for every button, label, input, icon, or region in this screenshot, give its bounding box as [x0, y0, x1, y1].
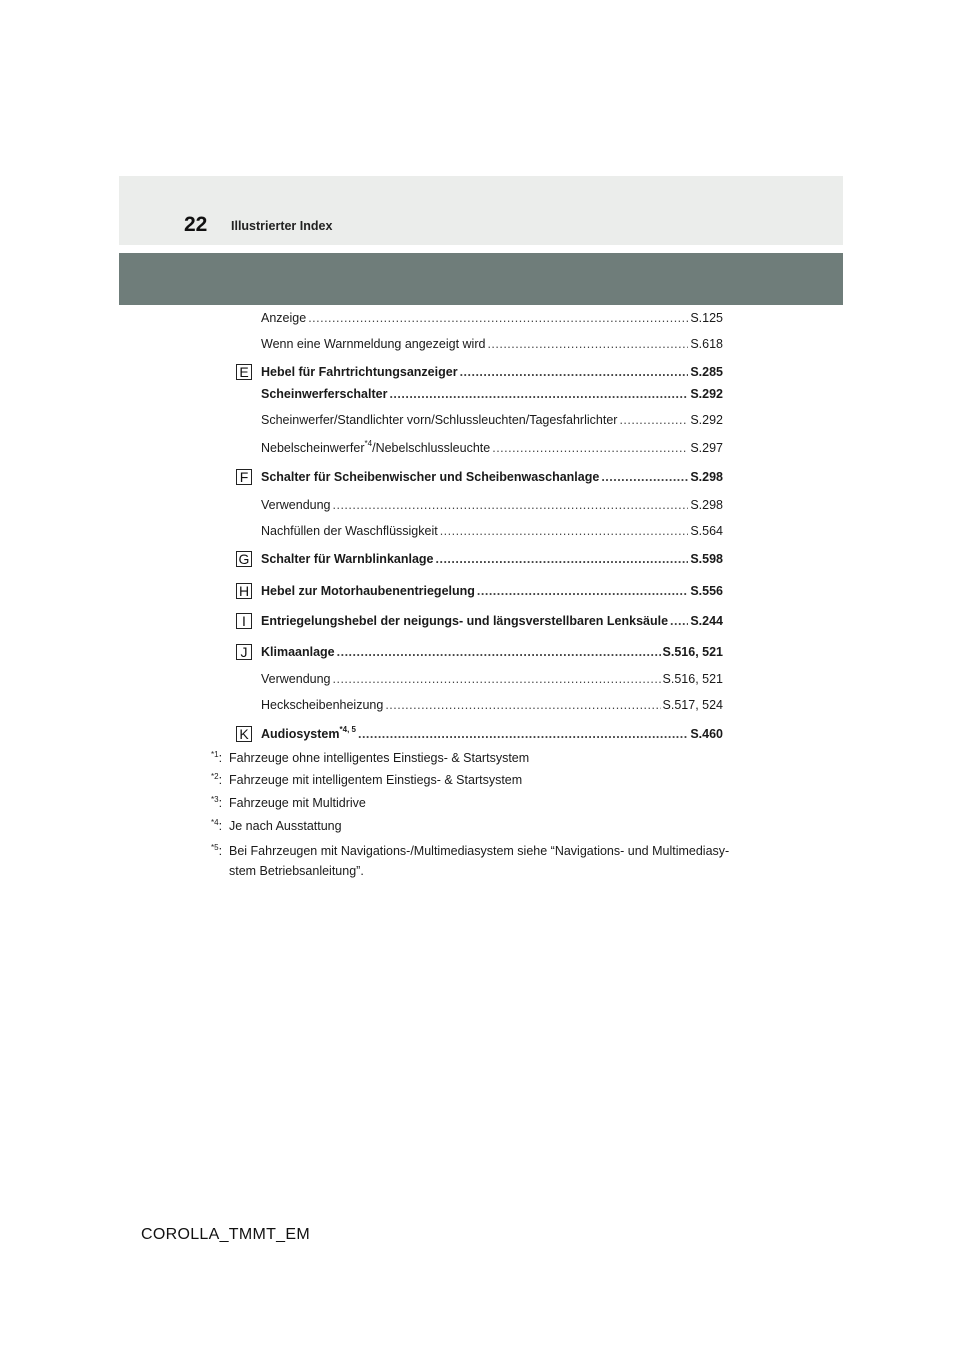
- footnote-mark: $^{*4}$:: [211, 818, 223, 833]
- entry-label: Anzeige: [261, 311, 307, 325]
- section-marker-h: H: [236, 583, 252, 599]
- entry-page: S.598: [690, 552, 723, 566]
- header-dark-band: [119, 253, 843, 305]
- index-entry: [261, 613, 723, 629]
- label-text: Audiosystem: [261, 727, 340, 741]
- label-text: /Nebelschlussleuchte: [372, 441, 491, 455]
- index-entry: [261, 671, 723, 687]
- entry-page: S.292: [690, 413, 723, 427]
- index-entry: [261, 336, 723, 352]
- index-entry: [261, 583, 723, 599]
- leader-dots: [601, 469, 688, 485]
- footnote: [211, 818, 751, 834]
- entry-label: Scheinwerfer/Standlichter vorn/Schlussleuchten/Tagesfahrlichter: [261, 413, 618, 427]
- entry-label: Klimaanlage: [261, 645, 335, 659]
- entry-page: S.244: [690, 614, 723, 628]
- entry-label: [261, 440, 490, 456]
- leader-dots: [337, 644, 661, 660]
- entry-label: Wenn eine Warnmeldung angezeigt wird: [261, 337, 486, 351]
- leader-dots: [333, 671, 661, 687]
- label-text: Nebelscheinwerfer: [261, 441, 365, 455]
- leader-dots: [358, 726, 688, 742]
- entry-label: Verwendung: [261, 672, 331, 686]
- footnote: [211, 841, 751, 881]
- section-marker-j: J: [236, 644, 252, 660]
- index-entry: [261, 310, 723, 326]
- leader-dots: [460, 364, 689, 380]
- entry-label: Hebel für Fahrtrichtungsanzeiger: [261, 365, 458, 379]
- index-entry: [261, 523, 723, 539]
- leader-dots: [308, 310, 688, 326]
- header-divider: [119, 245, 843, 246]
- entry-page: S.285: [690, 365, 723, 379]
- footnote-text: Fahrzeuge ohne intelligentes Einstiegs- & Startsystem: [229, 751, 530, 765]
- index-entry: [261, 412, 723, 428]
- entry-label: Hebel zur Motorhaubenentriegelung: [261, 584, 475, 598]
- footnote-mark: $^{*2}$:: [211, 772, 223, 787]
- footnote: [211, 750, 751, 766]
- entry-page: S.556: [690, 584, 723, 598]
- leader-dots: [440, 523, 689, 539]
- entry-page: S.564: [690, 524, 723, 538]
- footnote: [211, 795, 751, 811]
- entry-label: Nachfüllen der Waschflüssigkeit: [261, 524, 438, 538]
- entry-label: Entriegelungshebel der neigungs- und längsverstellbaren Lenksäule: [261, 614, 669, 628]
- footnote-mark: $^{*1}$:: [211, 750, 223, 765]
- section-marker-f: F: [236, 469, 252, 485]
- index-entry: [261, 497, 723, 513]
- leader-dots: [385, 697, 660, 713]
- header-band: [119, 176, 843, 245]
- footnote-ref: *4, 5: [339, 725, 356, 734]
- entry-page: S.516, 521: [662, 645, 723, 659]
- index-entry: [261, 551, 723, 567]
- leader-dots: [670, 613, 688, 629]
- page-number: 22: [184, 213, 208, 236]
- footnote-ref: *4: [364, 439, 373, 448]
- entry-page: S.460: [690, 727, 723, 741]
- section-marker-g: G: [236, 551, 252, 567]
- footnote-text: Fahrzeuge mit Multidrive: [229, 796, 366, 810]
- leader-dots: [477, 583, 688, 599]
- entry-page: S.297: [690, 441, 723, 455]
- section-title: Illustrierter Index: [231, 219, 333, 233]
- index-entry: [261, 726, 723, 742]
- section-marker-i: I: [236, 613, 252, 629]
- index-entry: [261, 386, 723, 402]
- entry-label: Scheinwerferschalter: [261, 387, 388, 401]
- leader-dots: [389, 386, 688, 402]
- document-code: COROLLA_TMMT_EM: [141, 1226, 310, 1243]
- index-entry: [261, 364, 723, 380]
- footnote-mark: $^{*5}$:: [211, 843, 223, 858]
- index-entry: [261, 644, 723, 660]
- footnote: [211, 772, 751, 788]
- entry-label: [261, 726, 356, 742]
- leader-dots: [492, 440, 688, 456]
- index-entry: [261, 697, 723, 713]
- section-marker-k: K: [236, 726, 252, 742]
- section-marker-e: E: [236, 364, 252, 380]
- entry-label: Schalter für Warnblinkanlage: [261, 552, 434, 566]
- entry-page: S.517, 524: [662, 698, 723, 712]
- footnote-text: Je nach Ausstattung: [229, 819, 342, 833]
- leader-dots: [487, 336, 688, 352]
- footnote-text: Fahrzeuge mit intelligentem Einstiegs- & Startsystem: [229, 773, 523, 787]
- footnote-text: Bei Fahrzeugen mit Navigations-/Multimediasystem siehe “Navigations- und Multimediasy-stem Betriebsanleitung”.: [229, 844, 730, 878]
- entry-page: S.618: [690, 337, 723, 351]
- index-entry: [261, 469, 723, 485]
- leader-dots: [619, 412, 688, 428]
- entry-label: Heckscheibenheizung: [261, 698, 384, 712]
- entry-page: S.516, 521: [662, 672, 723, 686]
- footnote-mark: $^{*3}$:: [211, 795, 223, 810]
- leader-dots: [436, 551, 689, 567]
- entry-label: Verwendung: [261, 498, 331, 512]
- entry-page: S.298: [690, 498, 723, 512]
- entry-page: S.125: [690, 311, 723, 325]
- entry-label: Schalter für Scheibenwischer und Scheibenwaschanlage: [261, 470, 600, 484]
- index-entry: [261, 440, 723, 456]
- entry-page: S.298: [690, 470, 723, 484]
- leader-dots: [333, 497, 689, 513]
- entry-page: S.292: [690, 387, 723, 401]
